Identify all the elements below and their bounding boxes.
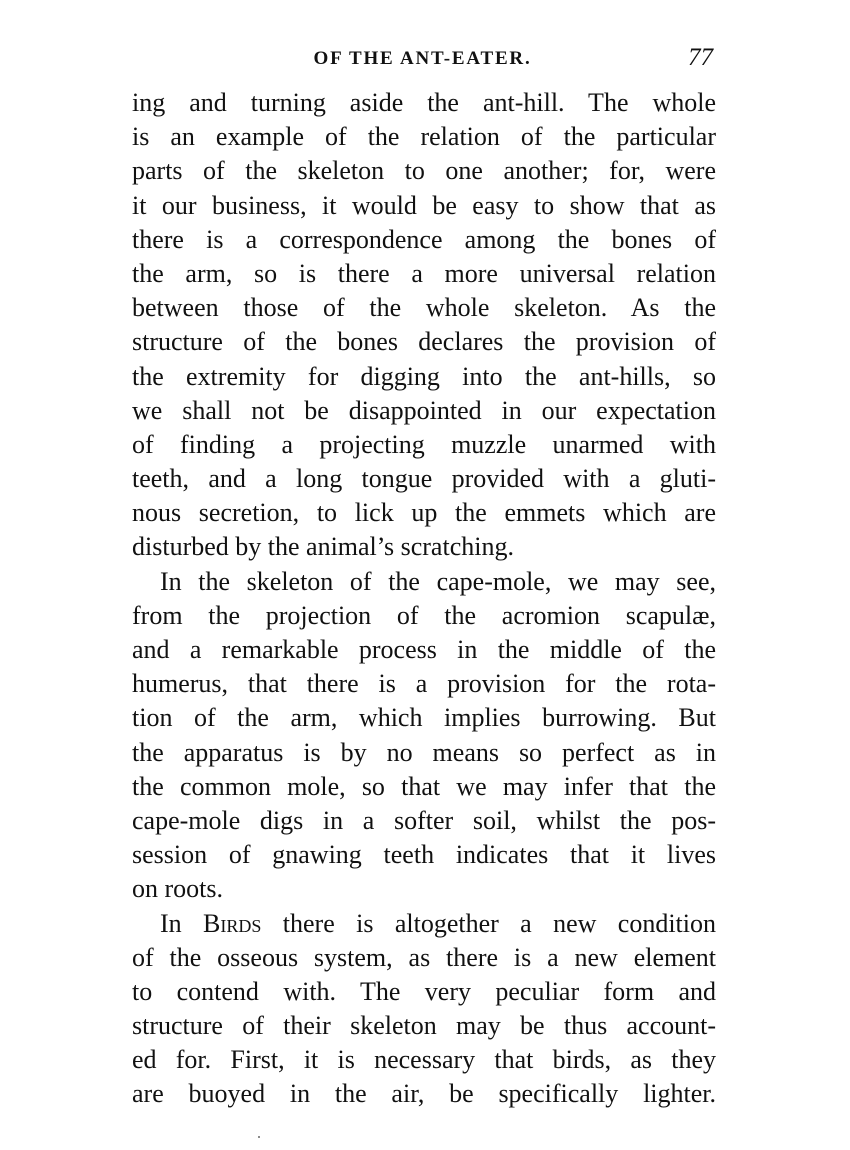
page-number: 77: [688, 44, 713, 71]
text-line: tion of the arm, which implies burrowing. But: [132, 703, 716, 733]
body-text: [132, 86, 716, 1112]
text-line: structure of their skeleton may be thus account-: [132, 1011, 716, 1041]
text-line: parts of the skeleton to one another; for, were: [132, 156, 716, 186]
text-line: structure of the bones declares the provision of: [132, 327, 716, 357]
text-line: the arm, so is there a more universal relation: [132, 258, 716, 288]
running-title: OF THE ANT-EATER.: [313, 48, 532, 69]
paper-speck: [258, 1136, 260, 1138]
text-line: In the skeleton of the cape-mole, we may see,: [160, 566, 716, 596]
text-line: the common mole, so that we may infer that the: [132, 771, 716, 801]
running-head: [130, 44, 715, 80]
text-line: and a remarkable process in the middle of the: [132, 635, 716, 664]
text-line: to contend with. The very peculiar form and: [132, 976, 716, 1006]
text-line: cape-mole digs in a softer soil, whilst the pos-: [132, 805, 716, 835]
paragraph-ant-eater: [132, 86, 716, 565]
text-line: ed for. First, it is necessary that birds, as they: [132, 1045, 716, 1075]
text-line: humerus, that there is a provision for the rota-: [132, 669, 716, 699]
text-line: disturbed by the animal’s scratching.: [132, 532, 514, 562]
paragraph-cape-mole: [132, 565, 716, 907]
section-keyword-birds: Birds: [203, 908, 262, 938]
text-line: session of gnawing teeth indicates that it lives: [132, 840, 716, 870]
text-line: ing and turning aside the ant-hill. The whole: [132, 88, 716, 117]
text-line: between those of the whole skeleton. As the: [132, 293, 716, 323]
text-line: of finding a projecting muzzle unarmed with: [132, 429, 716, 459]
text-line: are buoyed in the air, be specifically lighter.: [132, 1079, 716, 1109]
text-line: on roots.: [132, 874, 223, 904]
text-line: [132, 907, 716, 941]
text-line: is an example of the relation of the particular: [132, 122, 716, 152]
paragraph-birds: [132, 907, 716, 1112]
text-line: nous secretion, to lick up the emmets which are: [132, 498, 716, 528]
text-line: we shall not be disappointed in our expectation: [132, 395, 716, 425]
text-line: from the projection of the acromion scapulæ,: [132, 600, 716, 630]
text-line: teeth, and a long tongue provided with a gluti-: [132, 464, 716, 494]
text-line: there is a correspondence among the bones of: [132, 224, 716, 254]
text-line: the apparatus is by no means so perfect as in: [132, 737, 716, 767]
text-line: the extremity for digging into the ant-hills, so: [132, 361, 716, 391]
text-line: of the osseous system, as there is a new element: [132, 942, 716, 972]
text-run: there is altogether a new condition: [261, 908, 716, 938]
text-line: it our business, it would be easy to show that as: [132, 190, 716, 220]
text-run: In: [160, 908, 204, 938]
